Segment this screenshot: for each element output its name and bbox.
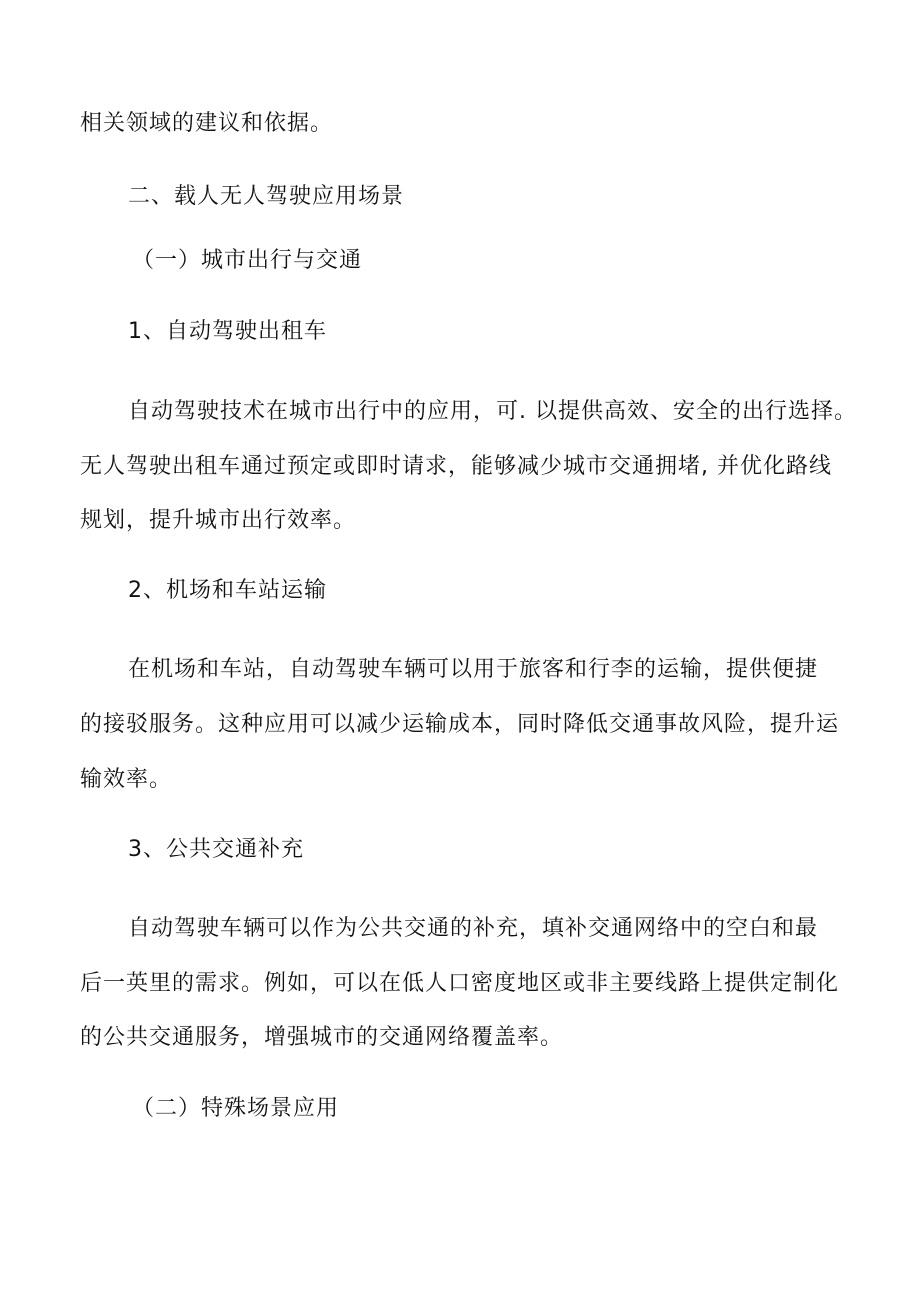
item-heading: 1、自动驾驶出租车 <box>128 319 327 344</box>
paragraph-line: 自动驾驶技术在城市出行中的应用，可. 以提供高效、安全的出行选择。 <box>128 399 857 424</box>
paragraph-line: 的接驳服务。这种应用可以减少运输成本，同时降低交通事故风险，提升运 <box>80 712 840 737</box>
section-heading: 二、载人无人驾驶应用场景 <box>128 184 405 209</box>
item-heading: 3、公共交通补充 <box>128 837 304 862</box>
paragraph-line: 输效率。 <box>80 767 173 792</box>
subsection-heading: （一）城市出行与交通 <box>132 248 363 273</box>
paragraph-line: 自动驾驶车辆可以作为公共交通的补充，填补交通网络中的空白和最 <box>128 916 819 941</box>
paragraph-line: 相关领域的建议和依据。 <box>80 111 334 136</box>
paragraph-line: 规划，提升城市出行效率。 <box>80 508 357 533</box>
item-heading: 2、机场和车站运输 <box>128 578 327 603</box>
paragraph-line: 在机场和车站，自动驾驶车辆可以用于旅客和行李的运输，提供便捷 <box>128 657 819 682</box>
paragraph-line: 无人驾驶出租车通过预定或即时请求，能够减少城市交通拥堵, 并优化路线 <box>80 454 832 479</box>
subsection-heading: （二）特殊场景应用 <box>132 1096 340 1121</box>
paragraph-line: 后一英里的需求。例如，可以在低人口密度地区或非主要线路上提供定制化 <box>80 971 840 996</box>
paragraph-line: 的公共交通服务，增强城市的交通网络覆盖率。 <box>80 1025 564 1050</box>
